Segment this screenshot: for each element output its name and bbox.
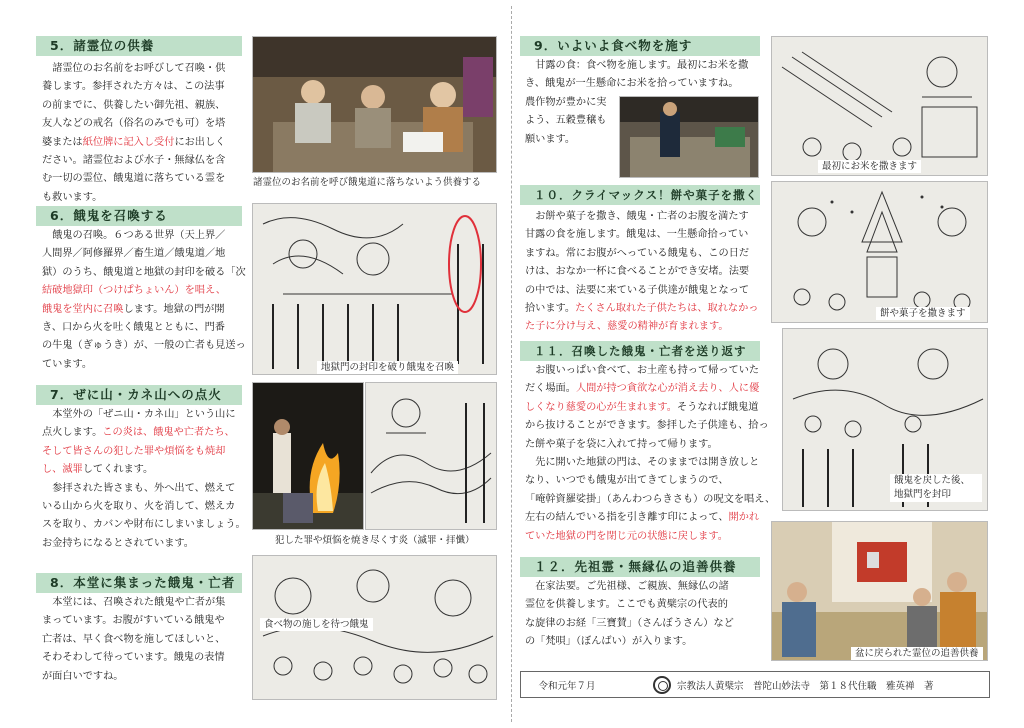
illustration-mochi-scattering [771, 181, 988, 323]
photo-ancestor-service [771, 521, 988, 661]
illustration-rice-scattering [771, 36, 988, 176]
section-6-title: 6．餓鬼を召喚する [36, 206, 242, 226]
section-10-title: １０．クライマックス！餅や菓子を撒く [520, 185, 760, 205]
section-5-text: 諸霊位のお名前をお呼びして召喚・供 養します。参拝された方々は、この法事 の前までに、供養したい御先祖、親族、 友人などの戒名（俗名のみでも可）を塔 婆または紙位牌に記入し受付にお出しく ださい。諸霊位および水子・無縁仏を含 む一切の霊位、餓鬼道に落ちている霊を も救います。 [42, 63, 226, 203]
caption-sealing-gate: 餓鬼を戻した後、 地獄門を封印 [890, 474, 982, 502]
section-5-title: 5．諸霊位の供養 [36, 36, 242, 56]
section-11-title: １１．召喚した餓鬼・亡者を送り返す [520, 341, 760, 361]
illustration-fire-mountain [365, 382, 497, 530]
section-12-text: 在家法要。ご先祖様、ご親族、無縁仏の諸 霊位を供養します。ここでも黄檗宗の代表的 な旋律のお経「三寶賛」（さんぼうさん）など の「梵唄」（ぼんばい）が入ります。 [525, 581, 734, 648]
section-10-text: お餅や菓子を撒き、餓鬼・亡者のお腹を満たす 甘露の食を施します。餓鬼は、一生懸命拾ってい ますね。常にお腹がへっている餓鬼も、この日だ けは、おなか一杯に食べることができ安堵。法要 の中では、法要に来ている子供達が餓鬼となって 拾います。たくさん取れた子供たちは、取れなかっ た子に分け与え、慈愛の精神が育まれます。 [525, 211, 759, 333]
section-12-title: １２．先祖霊・無縁仏の追善供養 [520, 557, 760, 577]
section-8-text: 本堂には、召喚された餓鬼や亡者が集 まっています。お腹がすいている餓鬼や 亡者は、早く食べ物を施してほしいと、 そわそわして待っています。餓鬼の表情 が面白いですね。 [42, 597, 226, 682]
caption-waiting-ghosts: 食べ物の施しを待つ餓鬼 [260, 618, 373, 631]
illustration-hell-gate [252, 203, 497, 375]
photo-offering [619, 96, 759, 178]
photo-memorial-service [252, 36, 497, 173]
caption-rice-scattering: 最初にお米を撒きます [818, 160, 921, 173]
temple-crest-icon [653, 676, 671, 694]
footer-organization: 宗教法人黄檗宗 普陀山妙法寺 第１８代住職 雅英禅 著 [677, 680, 934, 692]
footer-date: 令和元年７月 [538, 680, 596, 692]
section-9-text-short: 農作物が豊かに実 よう、五穀豊穣も 願います。 [525, 97, 607, 145]
section-8-title: 8．本堂に集まった餓鬼・亡者 [36, 573, 242, 593]
caption-memorial-service: 諸霊位のお名前を呼び餓鬼道に落ちないよう供養する [253, 177, 482, 188]
caption-mochi-scattering: 餅や菓子を撒きます [876, 307, 970, 320]
caption-ancestor-service: 盆に戻られた霊位の追善供養 [851, 647, 983, 660]
section-11-text: お腹いっぱい食べて、お土産も持って帰っていた だく場面。人間が持つ貪欲な心が消え去り、人に優 しくなり慈愛の心が生まれます。そうなれば餓鬼道 から抜けることができます。参拝した子供達も、拾っ た餅や菓子を袋に入れて持って帰ります。 先に開いた地獄の門は、そのままでは開き放しと なり、いつでも餓鬼が出てきてしまうので、 「唵幹資羅娑掛」（あんわつらきさも）の呪文を唱え、 左右の結んでいる指を引き離す印によって、開かれ ていた地獄の門を閉じ元の状態に戻します。 [525, 365, 776, 542]
footer-box [520, 671, 990, 698]
section-7-title: 7．ぜに山・カネ山への点火 [36, 385, 242, 405]
section-9-title: 9．いよいよ食べ物を施す [520, 36, 760, 56]
caption-bonfire: 犯した罪や煩悩を焼き尽くす炎（滅罪・拝懺） [275, 535, 475, 546]
caption-hell-gate: 地獄門の封印を破り餓鬼を召喚 [317, 361, 458, 374]
section-9-text: 甘露の食：食べ物を施します。最初にお米を撒 き、餓鬼が一生懸命にお米を拾っていますね。 [525, 60, 749, 90]
section-6-text: 餓鬼の召喚。６つある世界（天上界／ 人間界／阿修羅界／畜生道／餓鬼道／地 獄）のうち、餓鬼道と地獄の封印を破る「次 結破地獄印（つけぱちょいん）を唱え、 餓鬼を堂内に召喚します。地獄の門が開 き、口から火を吐く餓鬼とともに、門番 の牛鬼（ぎゅうき）が、一般の亡者も見送っ ています。 [42, 230, 246, 370]
section-7-text: 本堂外の「ぜニ山・カネ山」という山に 点火します。この炎は、餓鬼や亡者たち、 そして皆さんの犯した罪や煩悩をも焼却 し、滅罪してくれます。 参拝された皆さまも、外へ出て、燃えて いる山から火を取り、火を消して、燃えカ スを取り、カバンや財布にしまいましょう。 お金持ちになるとされています。 [42, 409, 246, 549]
photo-bonfire [252, 382, 364, 530]
page-divider [511, 6, 512, 722]
